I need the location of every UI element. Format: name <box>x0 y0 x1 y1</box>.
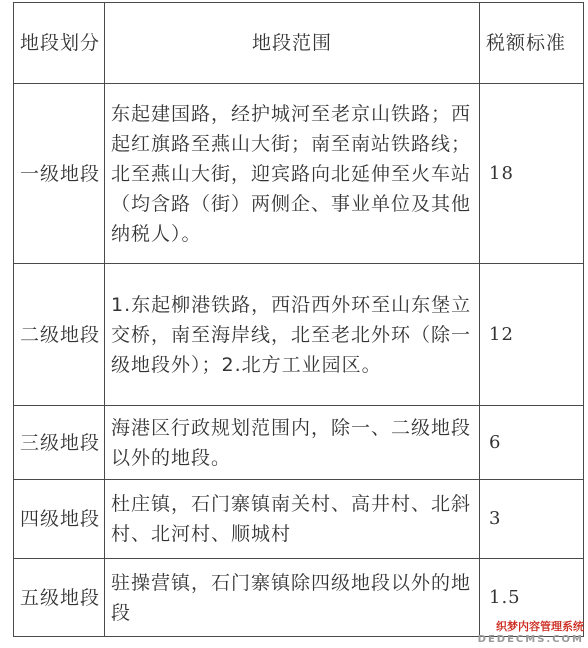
rate-cell: 6 <box>480 406 584 480</box>
rate-cell: 12 <box>480 264 584 406</box>
tier-cell: 二级地段 <box>14 264 105 406</box>
tier-cell: 四级地段 <box>14 480 105 559</box>
range-cell: 东起建国路，经护城河至老京山铁路；西起红旗路至燕山大街；南至南站铁路线；北至燕山大街，迎宾路向北延伸至火车站（均含路（街）两侧企、事业单位及其他纳税人）。 <box>105 84 480 264</box>
range-cell: 海港区行政规划范围内，除一、二级地段以外的地段。 <box>105 406 480 480</box>
tier-cell: 一级地段 <box>14 84 105 264</box>
land-tax-table <box>13 2 584 637</box>
table-row <box>14 406 584 480</box>
rate-cell: 3 <box>480 480 584 559</box>
tier-cell: 三级地段 <box>14 406 105 480</box>
rate-cell: 1.5 <box>480 559 584 637</box>
table-row <box>14 264 584 406</box>
header-rate: 税额标准 <box>480 3 584 84</box>
header-tier: 地段划分 <box>14 3 105 84</box>
range-cell: 驻操营镇，石门寨镇除四级地段以外的地段 <box>105 559 480 637</box>
site-watermark <box>478 620 584 646</box>
tier-cell: 五级地段 <box>14 559 105 637</box>
watermark-title: 织梦内容管理系统 <box>496 620 584 633</box>
table-header-row <box>14 3 584 84</box>
table-row <box>14 84 584 264</box>
header-range: 地段范围 <box>105 3 480 84</box>
range-cell: 1.东起柳港铁路，西沿西外环至山东堡立交桥，南至海岸线，北至老北外环（除一级地段外）；2.北方工业园区。 <box>105 264 480 406</box>
table-row <box>14 480 584 559</box>
rate-cell: 18 <box>480 84 584 264</box>
range-cell: 杜庄镇，石门寨镇南关村、高井村、北斜村、北河村、顺城村 <box>105 480 480 559</box>
watermark-domain: DEDECMS.COM <box>477 634 584 645</box>
